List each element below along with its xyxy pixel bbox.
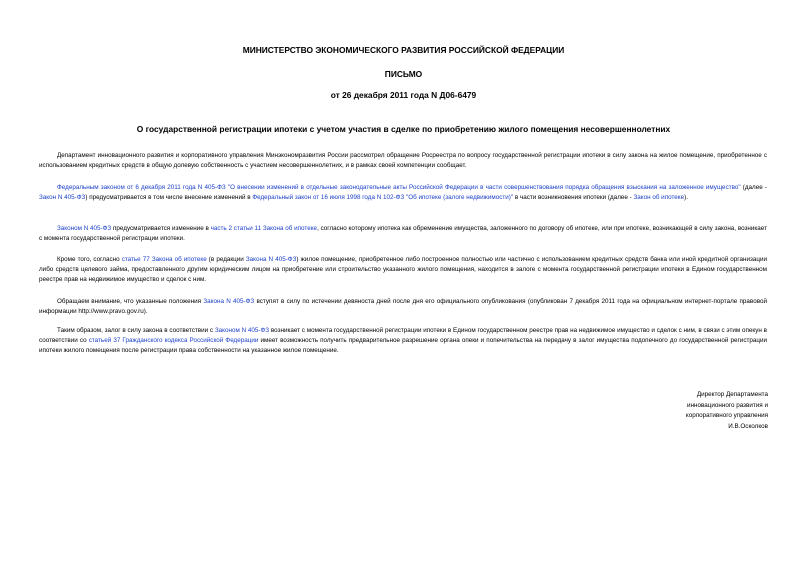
paragraph-text: ) предусматривается в том числе внесение изменений в bbox=[85, 194, 253, 201]
paragraph-text: (далее - bbox=[740, 184, 767, 191]
paragraph-text: Таким образом, залог в силу закона в соответствии с bbox=[57, 327, 215, 334]
link-law-405-fz[interactable]: Законом N 405-ФЗ bbox=[214, 327, 270, 334]
paragraph-text: Кроме того, согласно bbox=[57, 256, 122, 263]
date-number-heading: от 26 декабря 2011 года N Д06-6479 bbox=[330, 90, 477, 100]
paragraph-text: в части возникновения ипотеки (далее - bbox=[513, 194, 634, 201]
signature-position-line-3: корпоративного управления bbox=[685, 412, 768, 420]
paragraph-text: ) жилое помещение, приобретенное либо построенное полностью или частично с использованием кредитных средств банка или иной кредитной организации либо средств целевого займа, предоставленного другим юридическим лицом на приобретение или строительство указанного жилого помещения, находится в залоге с момента государственной регистрации ипотеки в Едином государственном реестре прав на недвижимое имущество и сделок с ним. bbox=[39, 256, 767, 283]
signature-position-line-1: Директор Департамента bbox=[696, 391, 768, 398]
document-type-heading: ПИСЬМО bbox=[384, 69, 423, 79]
paragraph-text: имеет возможность получить предварительное разрешение органа опеки и попечительства на передачу в залог имущества подопечного до государственной регистрации ипотеки жилого помещения после регистрации права собственности на указанное жилое помещение. bbox=[39, 337, 768, 354]
link-law-405-fz-full[interactable]: Федеральным законом от 6 декабря 2011 года N 405-ФЗ "О внесении изменений в отдельные законодательные акты Российской Федерации в части совершенствования порядка обращения взыскания на заложенное имущество" bbox=[57, 184, 741, 191]
paragraph-text: Департамент инновационного развития и корпоративного управления Минэкономразвития России рассмотрел обращение Росреестра по вопросу государственной регистрации ипотеки в силу закона на жилое помещение, приобретенное с использованием кредитных средств в общую долевую собственность с участием несовершеннолетних, и в рамках своей компетенции сообщает. bbox=[39, 152, 767, 169]
paragraph-text: вступят в силу по истечении девяноста дней после дня его официального опубликования (опубликован 7 декабря 2011 года на официальном интернет-портале правовой информации http://www.pravo.gov.ru). bbox=[39, 298, 767, 315]
signature-position-line-2: инновационного развития и bbox=[686, 401, 768, 409]
paragraph-text: (в редакции bbox=[206, 256, 246, 263]
paragraph-text: предусматривается изменение в bbox=[111, 225, 211, 232]
paragraph-6 bbox=[39, 326, 767, 356]
paragraph-text: , согласно которому ипотека как обременение имущества, заложенного по договору об ипотеке, или при ипотеке, возникающей в силу закона, возникает с момента государственной регистрации ипотеки. bbox=[39, 225, 767, 242]
link-mortgage-law[interactable]: Закон об ипотеке bbox=[633, 194, 685, 201]
link-article-11-part-2[interactable]: часть 2 статьи 11 Закона об ипотеке bbox=[210, 225, 318, 232]
paragraph-1 bbox=[39, 151, 767, 171]
link-civil-code-article-37[interactable]: статьей 37 Гражданского кодекса Российской Федерации bbox=[88, 337, 259, 344]
signature-block bbox=[600, 390, 768, 432]
link-law-102-fz[interactable]: Федеральный закон от 16 июля 1998 года N 102-ФЗ "Об ипотеке (залоге недвижимости)" bbox=[252, 194, 514, 201]
link-law-405-fz[interactable]: Закона N 405-ФЗ bbox=[203, 298, 255, 305]
signatory-name: И.В.Осколков bbox=[728, 422, 768, 430]
link-law-405-fz[interactable]: Законом N 405-ФЗ bbox=[57, 225, 112, 232]
link-law-405-fz[interactable]: Закона N 405-ФЗ bbox=[245, 256, 297, 263]
subject-heading: О государственной регистрации ипотеки с учетом участия в сделке по приобретению жилого помещения несовершеннолетних bbox=[136, 124, 671, 134]
paragraph-3 bbox=[39, 224, 767, 244]
paragraph-text: ). bbox=[684, 194, 688, 201]
paragraph-text: Обращаем внимание, что указанные положения bbox=[57, 298, 204, 305]
paragraph-text: возникает с момента государственной регистрации ипотеки в Едином государственном реестре прав на недвижимое имущество и сделок с ним, в связи с этим опекун в соответствии со bbox=[39, 327, 768, 344]
paragraph-2 bbox=[39, 183, 767, 203]
paragraph-4 bbox=[39, 255, 767, 285]
link-law-405-fz[interactable]: Закон N 405-ФЗ bbox=[39, 194, 86, 201]
ministry-heading: МИНИСТЕРСТВО ЭКОНОМИЧЕСКОГО РАЗВИТИЯ РОССИЙСКОЙ ФЕДЕРАЦИИ bbox=[242, 45, 565, 55]
link-article-77[interactable]: статье 77 Закона об ипотеке bbox=[121, 256, 207, 263]
paragraph-5 bbox=[39, 297, 767, 317]
